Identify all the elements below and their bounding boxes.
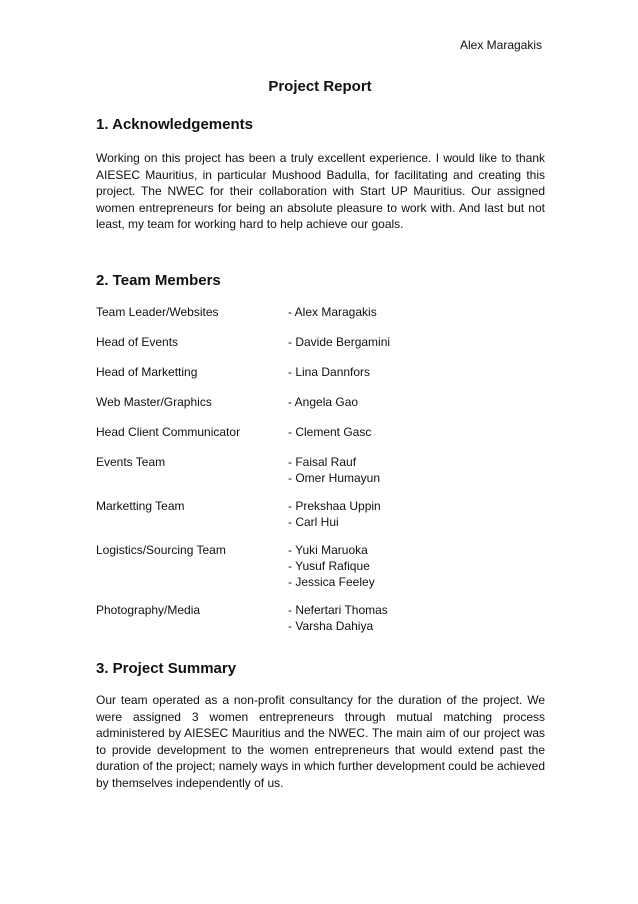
team-member-name: - Carl Hui (288, 515, 339, 529)
team-role: Photography/Media (96, 603, 201, 617)
team-member-name: - Angela Gao (288, 395, 359, 409)
team-role: Events Team (96, 455, 166, 469)
team-role: Logistics/Sourcing Team (96, 543, 226, 557)
acknowledgements-text: Working on this project has been a truly excellent experience. I would like to thank AIESEC Mauritius, in particular Mushood Badulla, for facilitating and creating this project. The NWEC for their collaboration with Start UP Mauritius. Our assigned women entrepreneurs for being an absolute pleasure to work with. And last but not least, my team for working hard to help achieve our goals. (96, 151, 545, 232)
team-member-name: - Yuki Maruoka (288, 543, 368, 557)
team-role: Head Client Communicator (96, 425, 241, 439)
team-member-name: - Alex Maragakis (288, 305, 377, 319)
team-role: Head of Events (96, 335, 179, 349)
team-role: Marketting Team (96, 499, 185, 513)
team-member-name: - Davide Bergamini (288, 335, 391, 349)
team-names (288, 424, 371, 440)
team-role: Head of Marketting (96, 365, 198, 379)
team-role: Team Leader/Websites (96, 305, 219, 319)
page-title: Project Report (268, 78, 372, 95)
team-member-name: - Clement Gasc (288, 425, 372, 439)
author-name: Alex Maragakis (459, 38, 542, 52)
team-member-name: - Prekshaa Uppin (288, 499, 381, 513)
team-heading: 2. Team Members (96, 272, 221, 289)
team-names (288, 364, 370, 380)
team-member-name: - Nefertari Thomas (288, 603, 388, 617)
team-member-name: - Yusuf Rafique (288, 559, 370, 573)
team-member-name: - Lina Dannfors (288, 365, 371, 379)
team-names (288, 394, 358, 410)
team-member-name: - Omer Humayun (288, 471, 381, 485)
team-member-name: - Varsha Dahiya (288, 619, 374, 633)
team-names (288, 334, 390, 350)
team-names (288, 542, 375, 590)
team-member-name: - Faisal Rauf (288, 455, 357, 469)
team-member-name: - Jessica Feeley (288, 575, 375, 589)
team-names (288, 602, 388, 634)
team-names (288, 304, 377, 320)
summary-heading: 3. Project Summary (96, 660, 237, 677)
team-names (288, 454, 380, 486)
team-role: Web Master/Graphics (96, 395, 212, 409)
acknowledgements-heading: 1. Acknowledgements (96, 116, 253, 133)
summary-text: Our team operated as a non-profit consultancy for the duration of the project. We were assigned 3 women entrepreneurs through mutual matching process administered by AIESEC Mauritius and the NWEC. The main aim of our project was to provide development to the women entrepreneurs that would extend past the duration of the project; namely ways in which further development could be achieved by themselves independently of us. (96, 693, 545, 790)
team-names (288, 498, 381, 530)
